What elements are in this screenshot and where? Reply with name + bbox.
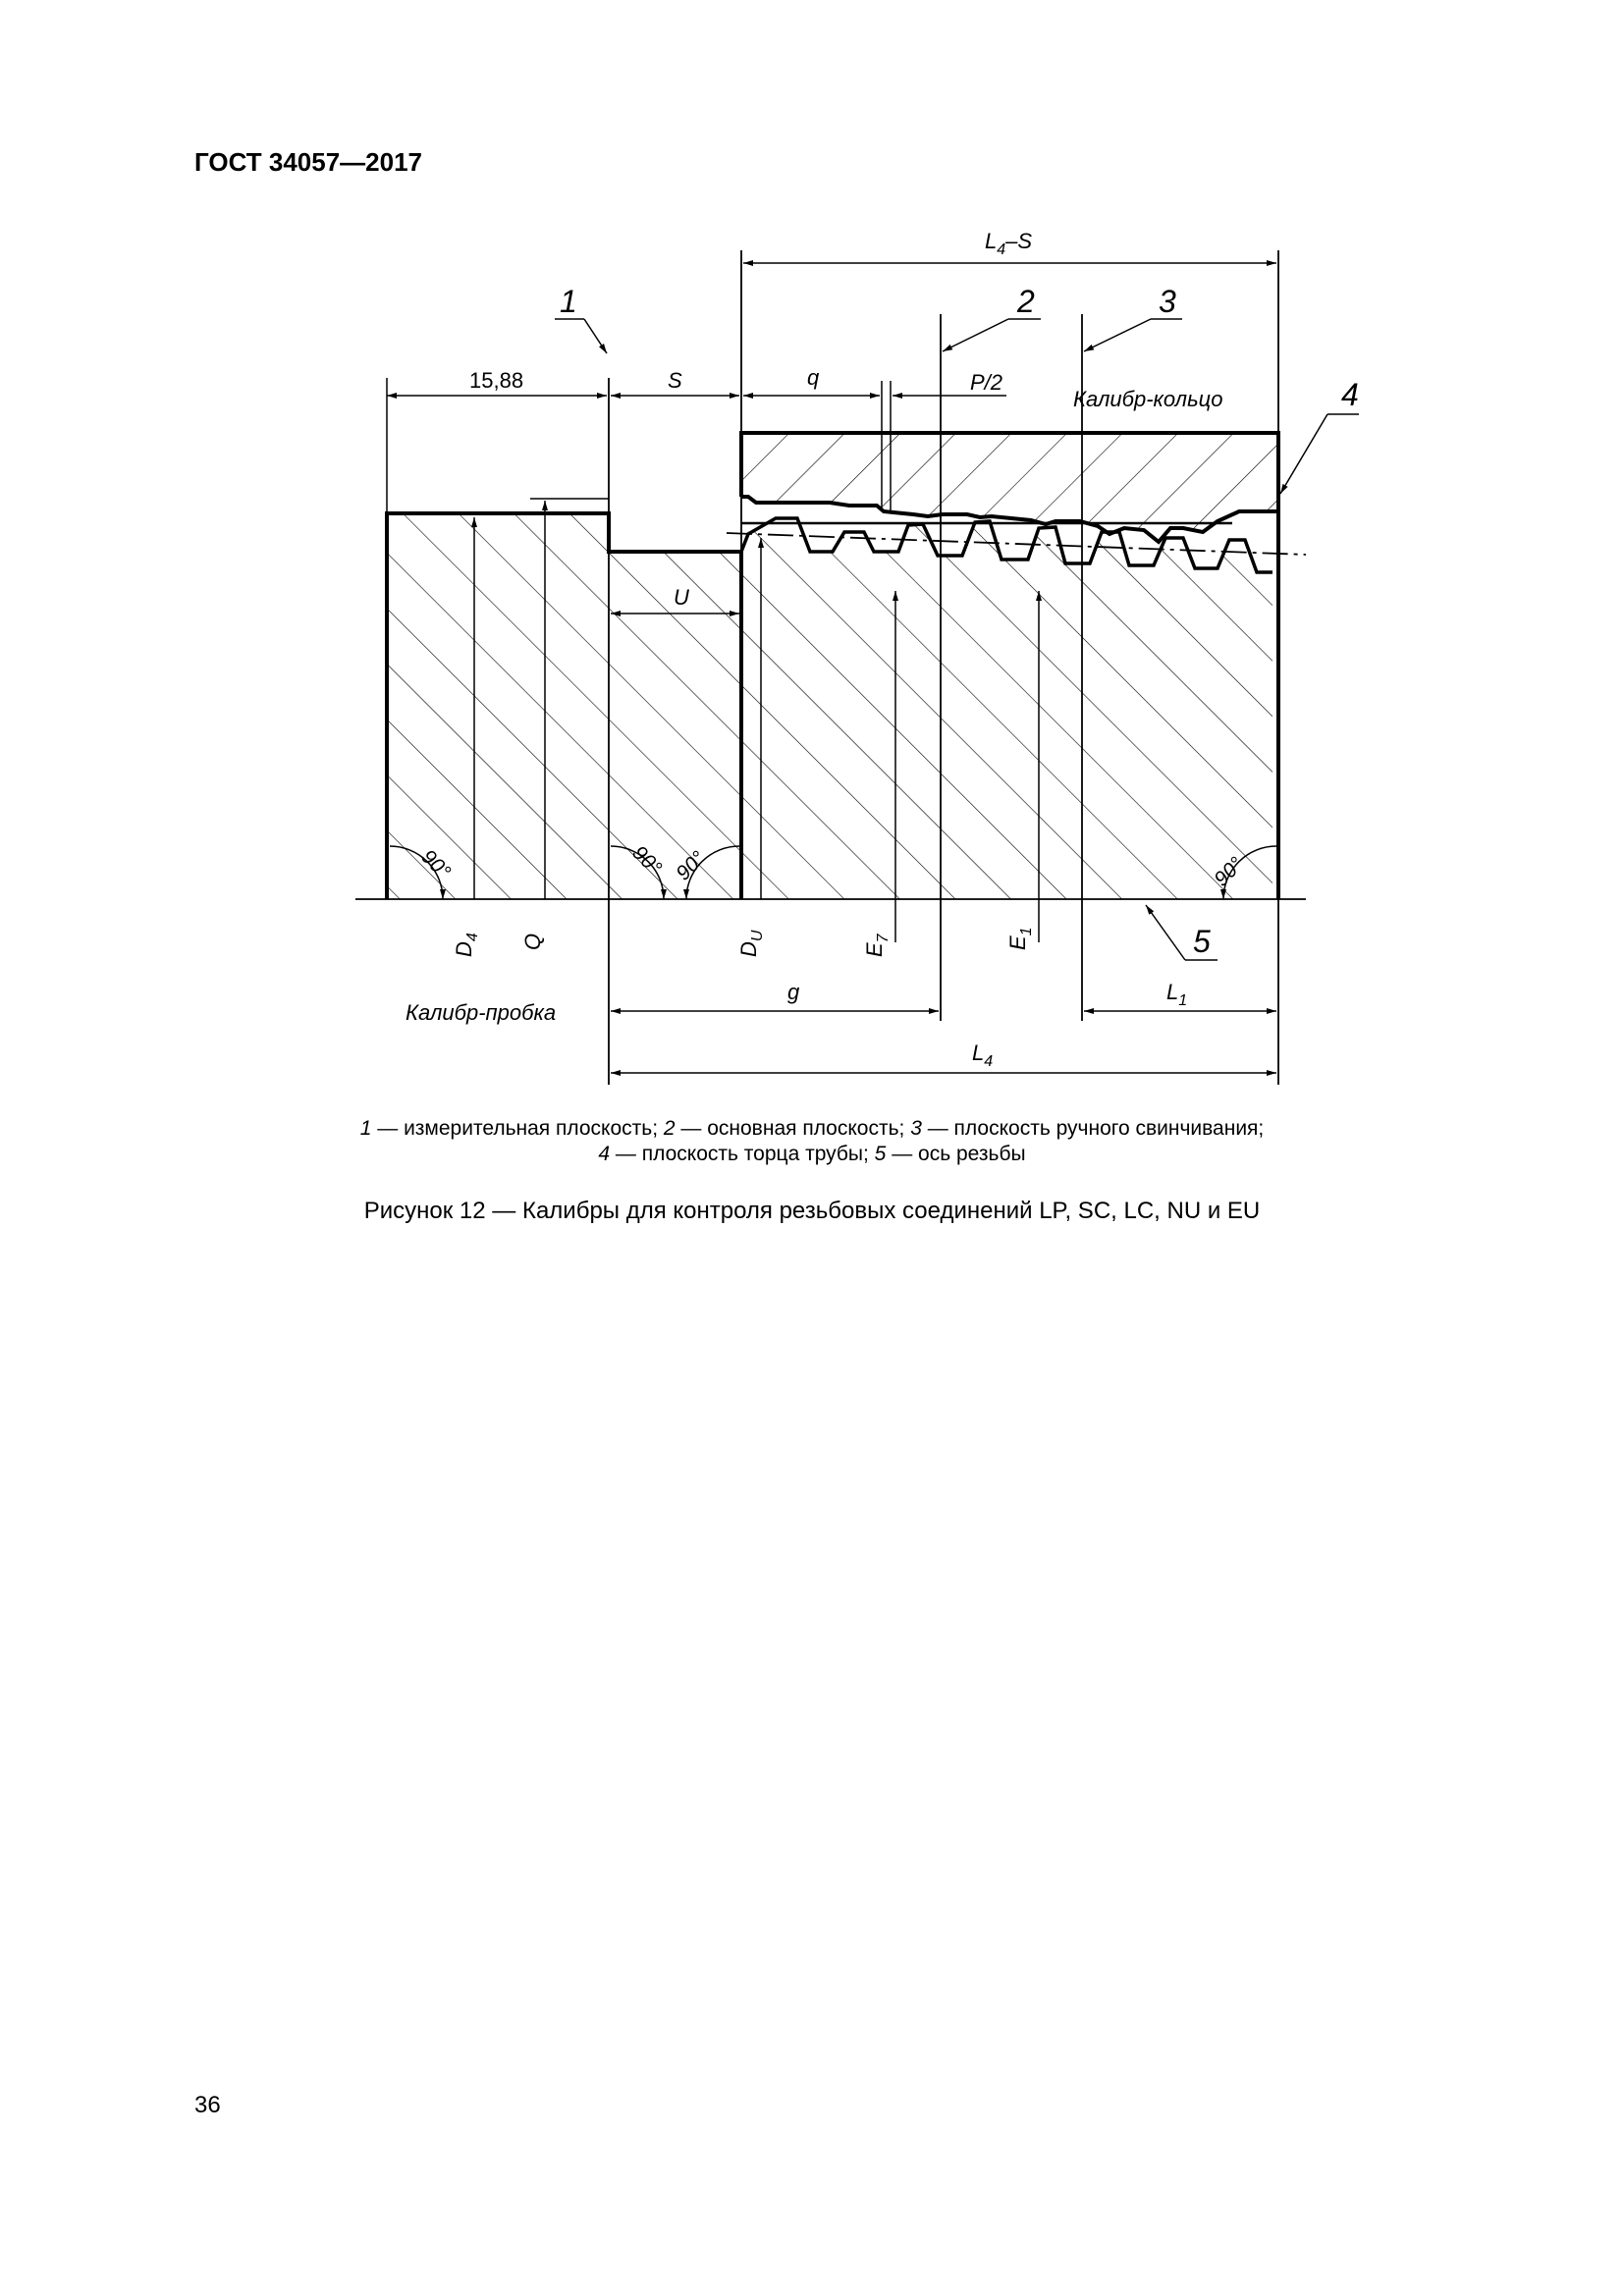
dim-l4-s-label: $L_4-S$ (985, 229, 1033, 258)
ring-gauge-label: Калибр-кольцо (1073, 387, 1223, 411)
diameter-d4-label: $D_4$ (452, 933, 481, 957)
legend-num-3: 3 (910, 1117, 922, 1140)
legend-num-1: 1 (359, 1117, 372, 1140)
callout-1-leader (584, 319, 607, 353)
diameter-e1-label: $E_1$ (1005, 927, 1035, 950)
legend-num-4: 4 (598, 1143, 611, 1165)
callout-5-leader (1146, 905, 1185, 960)
legend-text-1: — измерительная плоскость; (371, 1117, 664, 1140)
legend-text-5: — ось резьбы (886, 1143, 1026, 1165)
plug-gauge-label: Калибр-пробка (406, 1000, 557, 1025)
dim-u-label: U (674, 585, 689, 610)
angle-label-3: 90° (672, 846, 710, 885)
legend-text-3: — плоскость ручного свинчивания; (921, 1117, 1265, 1140)
diameter-du-label: $D_U$ (736, 930, 766, 957)
dim-q-label: q (807, 365, 820, 390)
figure-caption: Рисунок 12 — Калибры для контроля резьбовых соединений LP, SC, LC, NU и EU (363, 1198, 1261, 1224)
legend-text-4: — плоскость торца трубы; (610, 1143, 875, 1165)
callout-3: 3 (1159, 284, 1176, 319)
dim-l4-label: $L_4$ (972, 1041, 994, 1070)
legend-text-2: — основная плоскость; (675, 1117, 911, 1140)
callout-1: 1 (560, 284, 577, 319)
dim-s-label: S (668, 368, 682, 393)
gauge-drawing (0, 0, 1624, 1099)
diameter-q-label: Q (520, 933, 545, 950)
legend-line-2 (0, 1143, 1624, 1166)
dim-l1-label: $L_1$ (1166, 980, 1188, 1009)
dim-15-88-label: 15,88 (469, 368, 524, 393)
angle-label-2: 90° (627, 841, 667, 880)
callout-2: 2 (1017, 284, 1035, 319)
legend-line-1 (0, 1117, 1624, 1141)
legend-num-2: 2 (663, 1117, 676, 1140)
angle-label-1: 90° (416, 845, 456, 883)
callout-3-leader (1084, 319, 1151, 351)
callout-4-leader (1280, 414, 1327, 494)
legend-num-5: 5 (874, 1143, 887, 1165)
document-code-header: ГОСТ 34057—2017 (194, 147, 422, 177)
dim-g-label: g (787, 980, 800, 1004)
diameter-e7-label: $E_7$ (862, 934, 892, 957)
callout-5: 5 (1193, 924, 1211, 959)
dim-p2-label: P/2 (970, 370, 1003, 395)
callout-2-leader (943, 319, 1008, 351)
page-number: 36 (194, 2092, 221, 2118)
callout-4: 4 (1341, 377, 1359, 412)
angle-label-4: 90° (1210, 852, 1248, 891)
